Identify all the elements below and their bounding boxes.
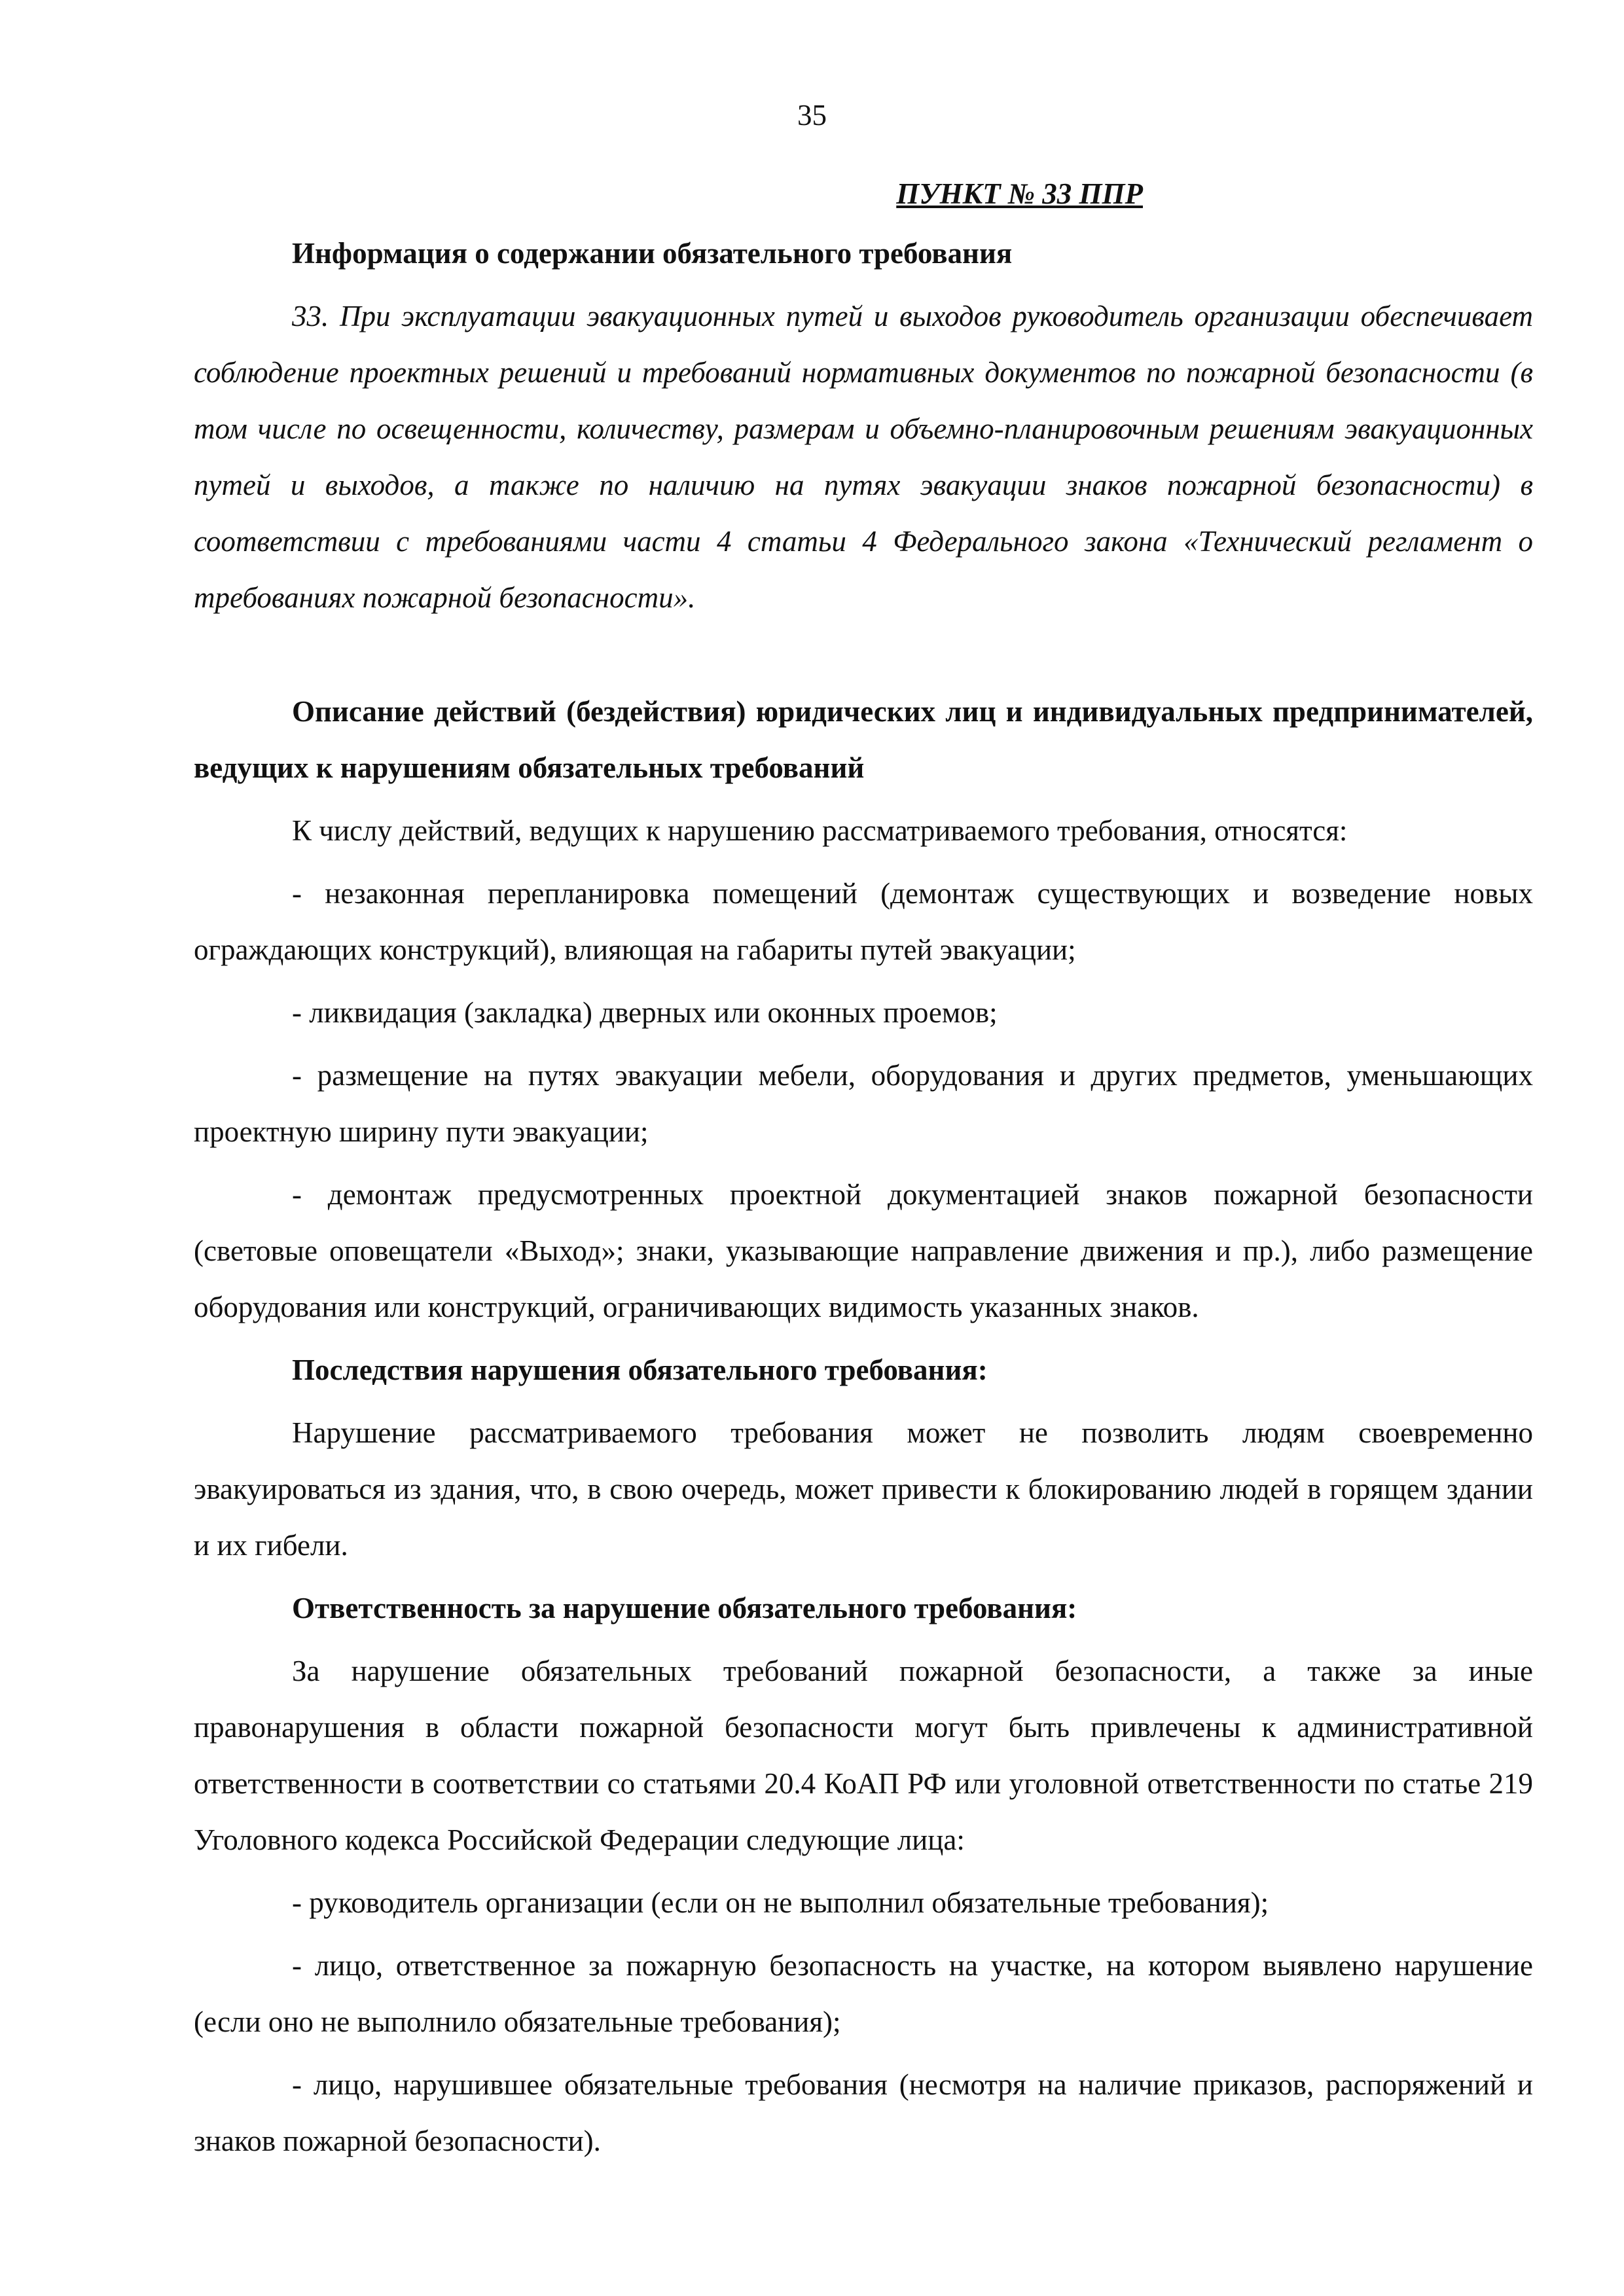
action-item: - демонтаж предусмотренных проектной документацией знаков пожарной безопасности (световые оповещатели «Выход»; знаки, указывающие направление движения и пр.), либо размещение оборудования или конструкций, ограничивающих видимость указанных знаков. [194,1178,1533,1323]
consequences-text: Нарушение рассматриваемого требования может не позволить людям своевременно эвакуироваться из здания, что, в свою очередь, может привести к блокированию людей в горящем здании и их гибели. [194,1416,1533,1562]
responsibility-intro: За нарушение обязательных требований пожарной безопасности, а также за иные правонарушения в области пожарной безопасности могут быть привлечены к административной ответственности в соответствии со статьями 20.4 КоАП РФ или уголовной ответственности по статье 219 Уголовного кодекса Российской Федерации следующие лица: [194,1655,1533,1856]
page-number: 35 [797,99,827,132]
spacer [194,632,1533,683]
consequences-heading: Последствия нарушения обязательного требования: [292,1354,988,1386]
section-title: ПУНКТ № 33 ППР [896,177,1143,210]
responsibility-heading: Ответственность за нарушение обязательного требования: [292,1592,1077,1624]
info-heading: Информация о содержании обязательного требования [292,237,1013,270]
page-content [194,175,1533,2176]
action-item: - незаконная перепланировка помещений (демонтаж существующих и возведение новых ограждающих конструкций), влияющая на габариты путей эвакуации; [194,877,1533,966]
requirement-text: 33. При эксплуатации эвакуационных путей и выходов руководитель организации обеспечивает соблюдение проектных решений и требований нормативных документов по пожарной безопасности (в том числе по освещенности, количеству, размерам и объемно-планировочным решениям эвакуационных путей и выходов, а также по наличию на путях эвакуации знаков пожарной безопасности) в соответствии с требованиями части 4 статьи 4 Федерального закона «Технический регламент о требованиях пожарной безопасности». [194,300,1533,614]
responsible-person-item: - руководитель организации (если он не выполнил обязательные требования); [292,1886,1269,1919]
responsible-person-item: - лицо, ответственное за пожарную безопасность на участке, на котором выявлено нарушение (если оно не выполнило обязательные требования); [194,1949,1533,2038]
actions-intro: К числу действий, ведущих к нарушению рассматриваемого требования, относятся: [292,814,1348,847]
responsible-person-item: - лицо, нарушившее обязательные требования (несмотря на наличие приказов, распоряжений и знаков пожарной безопасности). [194,2068,1533,2157]
action-item: - ликвидация (закладка) дверных или оконных проемов; [292,996,998,1029]
action-item: - размещение на путях эвакуации мебели, оборудования и других предметов, уменьшающих проектную ширину пути эвакуации; [194,1059,1533,1148]
actions-heading: Описание действий (бездействия) юридических лиц и индивидуальных предпринимателей, ведущих к нарушениям обязательных требований [194,695,1533,784]
